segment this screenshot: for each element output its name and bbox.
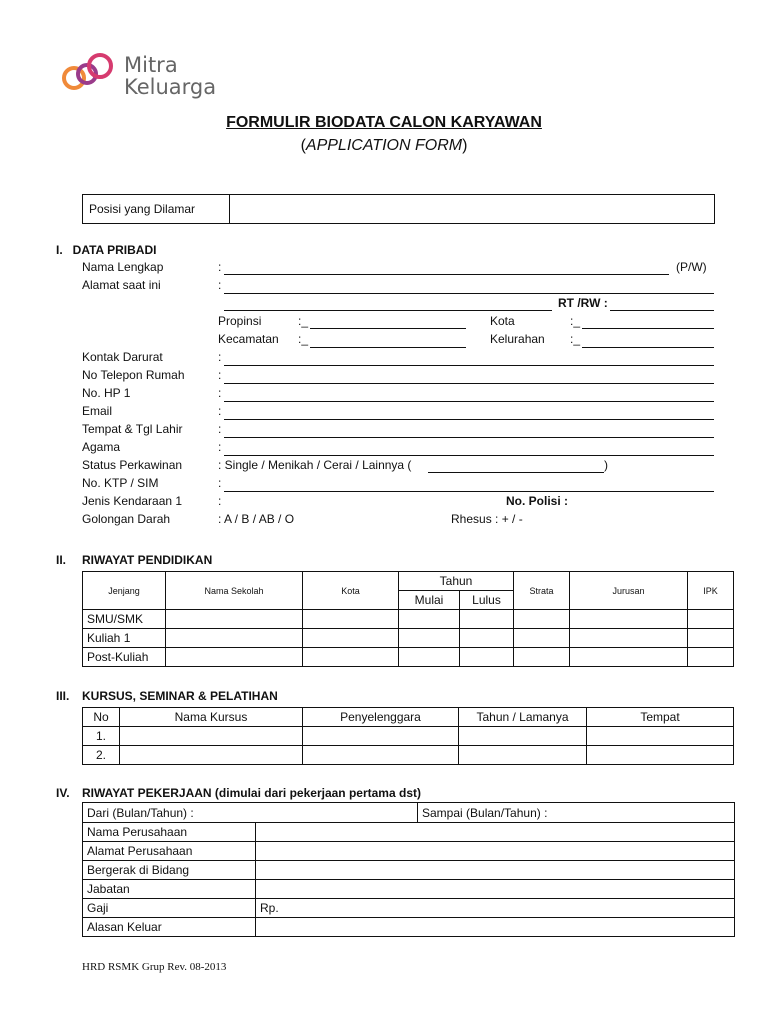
kursus-table: [82, 707, 734, 765]
goldar-options[interactable]: : A / B / AB / O: [218, 512, 295, 526]
subtitle-open: (: [300, 137, 306, 154]
section-num-2: II.: [56, 553, 67, 567]
ktp-label: No. KTP / SIM: [82, 476, 159, 490]
th-lulus: Lulus: [460, 591, 514, 610]
email-label: Email: [82, 404, 113, 418]
th-tahun: Tahun: [399, 572, 514, 591]
ktp-input[interactable]: [224, 491, 714, 492]
form-subtitle: [0, 137, 768, 155]
telepon-label: No Telepon Rumah: [82, 368, 185, 382]
pekerjaan-table: [82, 802, 735, 937]
kontak-label: Kontak Darurat: [82, 350, 163, 364]
colon: :: [218, 404, 222, 418]
logo-mark-icon: [60, 50, 118, 94]
ttl-label: Tempat & Tgl Lahir: [82, 422, 183, 436]
nama-input[interactable]: [224, 274, 669, 275]
kendaraan-label: Jenis Kendaraan 1: [82, 494, 183, 508]
kota-input[interactable]: [582, 328, 714, 329]
subtitle-italic: APPLICATION FORM: [305, 137, 463, 154]
pw-label: (P/W): [676, 260, 707, 274]
section-num-4: IV.: [56, 786, 70, 800]
alamat-input-2[interactable]: [224, 310, 552, 311]
colon-us: :_: [570, 314, 581, 328]
posisi-label: Posisi yang Dilamar: [89, 202, 196, 216]
gaji-rp[interactable]: Rp.: [256, 899, 735, 918]
goldar-label: Golongan Darah: [82, 512, 171, 526]
agama-label: Agama: [82, 440, 121, 454]
section-pekerjaan: RIWAYAT PEKERJAAN (dimulai dari pekerjaan pertama dst): [82, 786, 421, 800]
colon-us: :_: [298, 314, 309, 328]
th-nama-kursus: Nama Kursus: [120, 708, 303, 727]
hp-input[interactable]: [224, 401, 714, 402]
row-label: Kuliah 1: [83, 629, 166, 648]
th-mulai: Mulai: [399, 591, 460, 610]
propinsi-label: Propinsi: [218, 314, 262, 328]
rtrw-input[interactable]: [610, 310, 714, 311]
logo-text-line1: Mitra: [124, 53, 178, 77]
table-row: [83, 899, 735, 918]
row-label: Post-Kuliah: [83, 648, 166, 667]
colon: :: [218, 386, 222, 400]
dari-label[interactable]: Dari (Bulan/Tahun) :: [83, 803, 418, 823]
th-sekolah: Nama Sekolah: [166, 572, 303, 610]
form-title: FORMULIR BIODATA CALON KARYAWAN: [226, 114, 542, 131]
hp-label: No. HP 1: [82, 386, 131, 400]
ttl-input[interactable]: [224, 437, 714, 438]
row-label: Bergerak di Bidang: [83, 861, 256, 880]
email-input[interactable]: [224, 419, 714, 420]
colon: :: [218, 476, 222, 490]
table-row: [83, 861, 735, 880]
row-label: Alamat Perusahaan: [83, 842, 256, 861]
status-lainnya-input[interactable]: [428, 472, 604, 473]
row-label: Alasan Keluar: [83, 918, 256, 937]
colon-us: :_: [298, 332, 309, 346]
th-penyelenggara: Penyelenggara: [303, 708, 459, 727]
th-strata: Strata: [514, 572, 570, 610]
posisi-input[interactable]: [231, 195, 713, 223]
rhesus-options[interactable]: Rhesus : + / -: [451, 512, 523, 526]
footer-revision: HRD RSMK Grup Rev. 08-2013: [82, 961, 227, 973]
table-row: [83, 842, 735, 861]
colon: :: [218, 278, 222, 292]
telepon-input[interactable]: [224, 383, 714, 384]
row-label: SMU/SMK: [83, 610, 166, 629]
colon: :: [218, 260, 222, 274]
table-row: [83, 610, 734, 629]
nama-label: Nama Lengkap: [82, 260, 164, 274]
th-no: No: [83, 708, 120, 727]
status-label: Status Perkawinan: [82, 458, 183, 472]
colon: :: [218, 494, 222, 508]
row-label: Gaji: [83, 899, 256, 918]
section-pendidikan: RIWAYAT PENDIDIKAN: [82, 553, 213, 567]
kota-label: Kota: [490, 314, 515, 328]
row-label: Jabatan: [83, 880, 256, 899]
row-number: 2.: [83, 746, 120, 765]
subtitle-close: ): [462, 137, 468, 154]
kecamatan-input[interactable]: [310, 347, 466, 348]
colon: :: [218, 350, 222, 364]
table-row: [83, 648, 734, 667]
company-logo: [60, 50, 230, 100]
section-data-pribadi: I. DATA PRIBADI: [56, 243, 157, 257]
table-row: [83, 629, 734, 648]
th-jenjang: Jenjang: [83, 572, 166, 610]
rtrw-label: RT /RW :: [558, 296, 608, 310]
propinsi-input[interactable]: [310, 328, 466, 329]
kecamatan-label: Kecamatan: [218, 332, 279, 346]
th-tempat: Tempat: [587, 708, 734, 727]
row-label: Nama Perusahaan: [83, 823, 256, 842]
colon-us: :_: [570, 332, 581, 346]
table-row: [83, 880, 735, 899]
th-kota: Kota: [303, 572, 399, 610]
section-num-3: III.: [56, 689, 70, 703]
alamat-label: Alamat saat ini: [82, 278, 161, 292]
pendidikan-table: [82, 571, 734, 667]
polisi-label: No. Polisi :: [506, 494, 569, 508]
th-jurusan: Jurusan: [570, 572, 688, 610]
logo-text-line2: Keluarga: [124, 75, 217, 99]
status-close-paren: ): [604, 458, 608, 472]
kontak-input[interactable]: [224, 365, 714, 366]
table-row: [83, 918, 735, 937]
colon: :: [218, 422, 222, 436]
th-tahun-lamanya: Tahun / Lamanya: [459, 708, 587, 727]
sampai-label[interactable]: Sampai (Bulan/Tahun) :: [418, 803, 735, 823]
table-row: [83, 823, 735, 842]
kelurahan-input[interactable]: [582, 347, 714, 348]
kelurahan-label: Kelurahan: [490, 332, 545, 346]
row-number: 1.: [83, 727, 120, 746]
table-row: [83, 727, 734, 746]
alamat-input-1[interactable]: [224, 293, 714, 294]
section-kursus: KURSUS, SEMINAR & PELATIHAN: [82, 689, 278, 703]
colon: :: [218, 440, 222, 454]
status-options[interactable]: : Single / Menikah / Cerai / Lainnya (: [218, 458, 412, 472]
agama-input[interactable]: [224, 455, 714, 456]
th-ipk: IPK: [688, 572, 734, 610]
table-row: [83, 746, 734, 765]
posisi-box: [82, 194, 715, 224]
colon: :: [218, 368, 222, 382]
